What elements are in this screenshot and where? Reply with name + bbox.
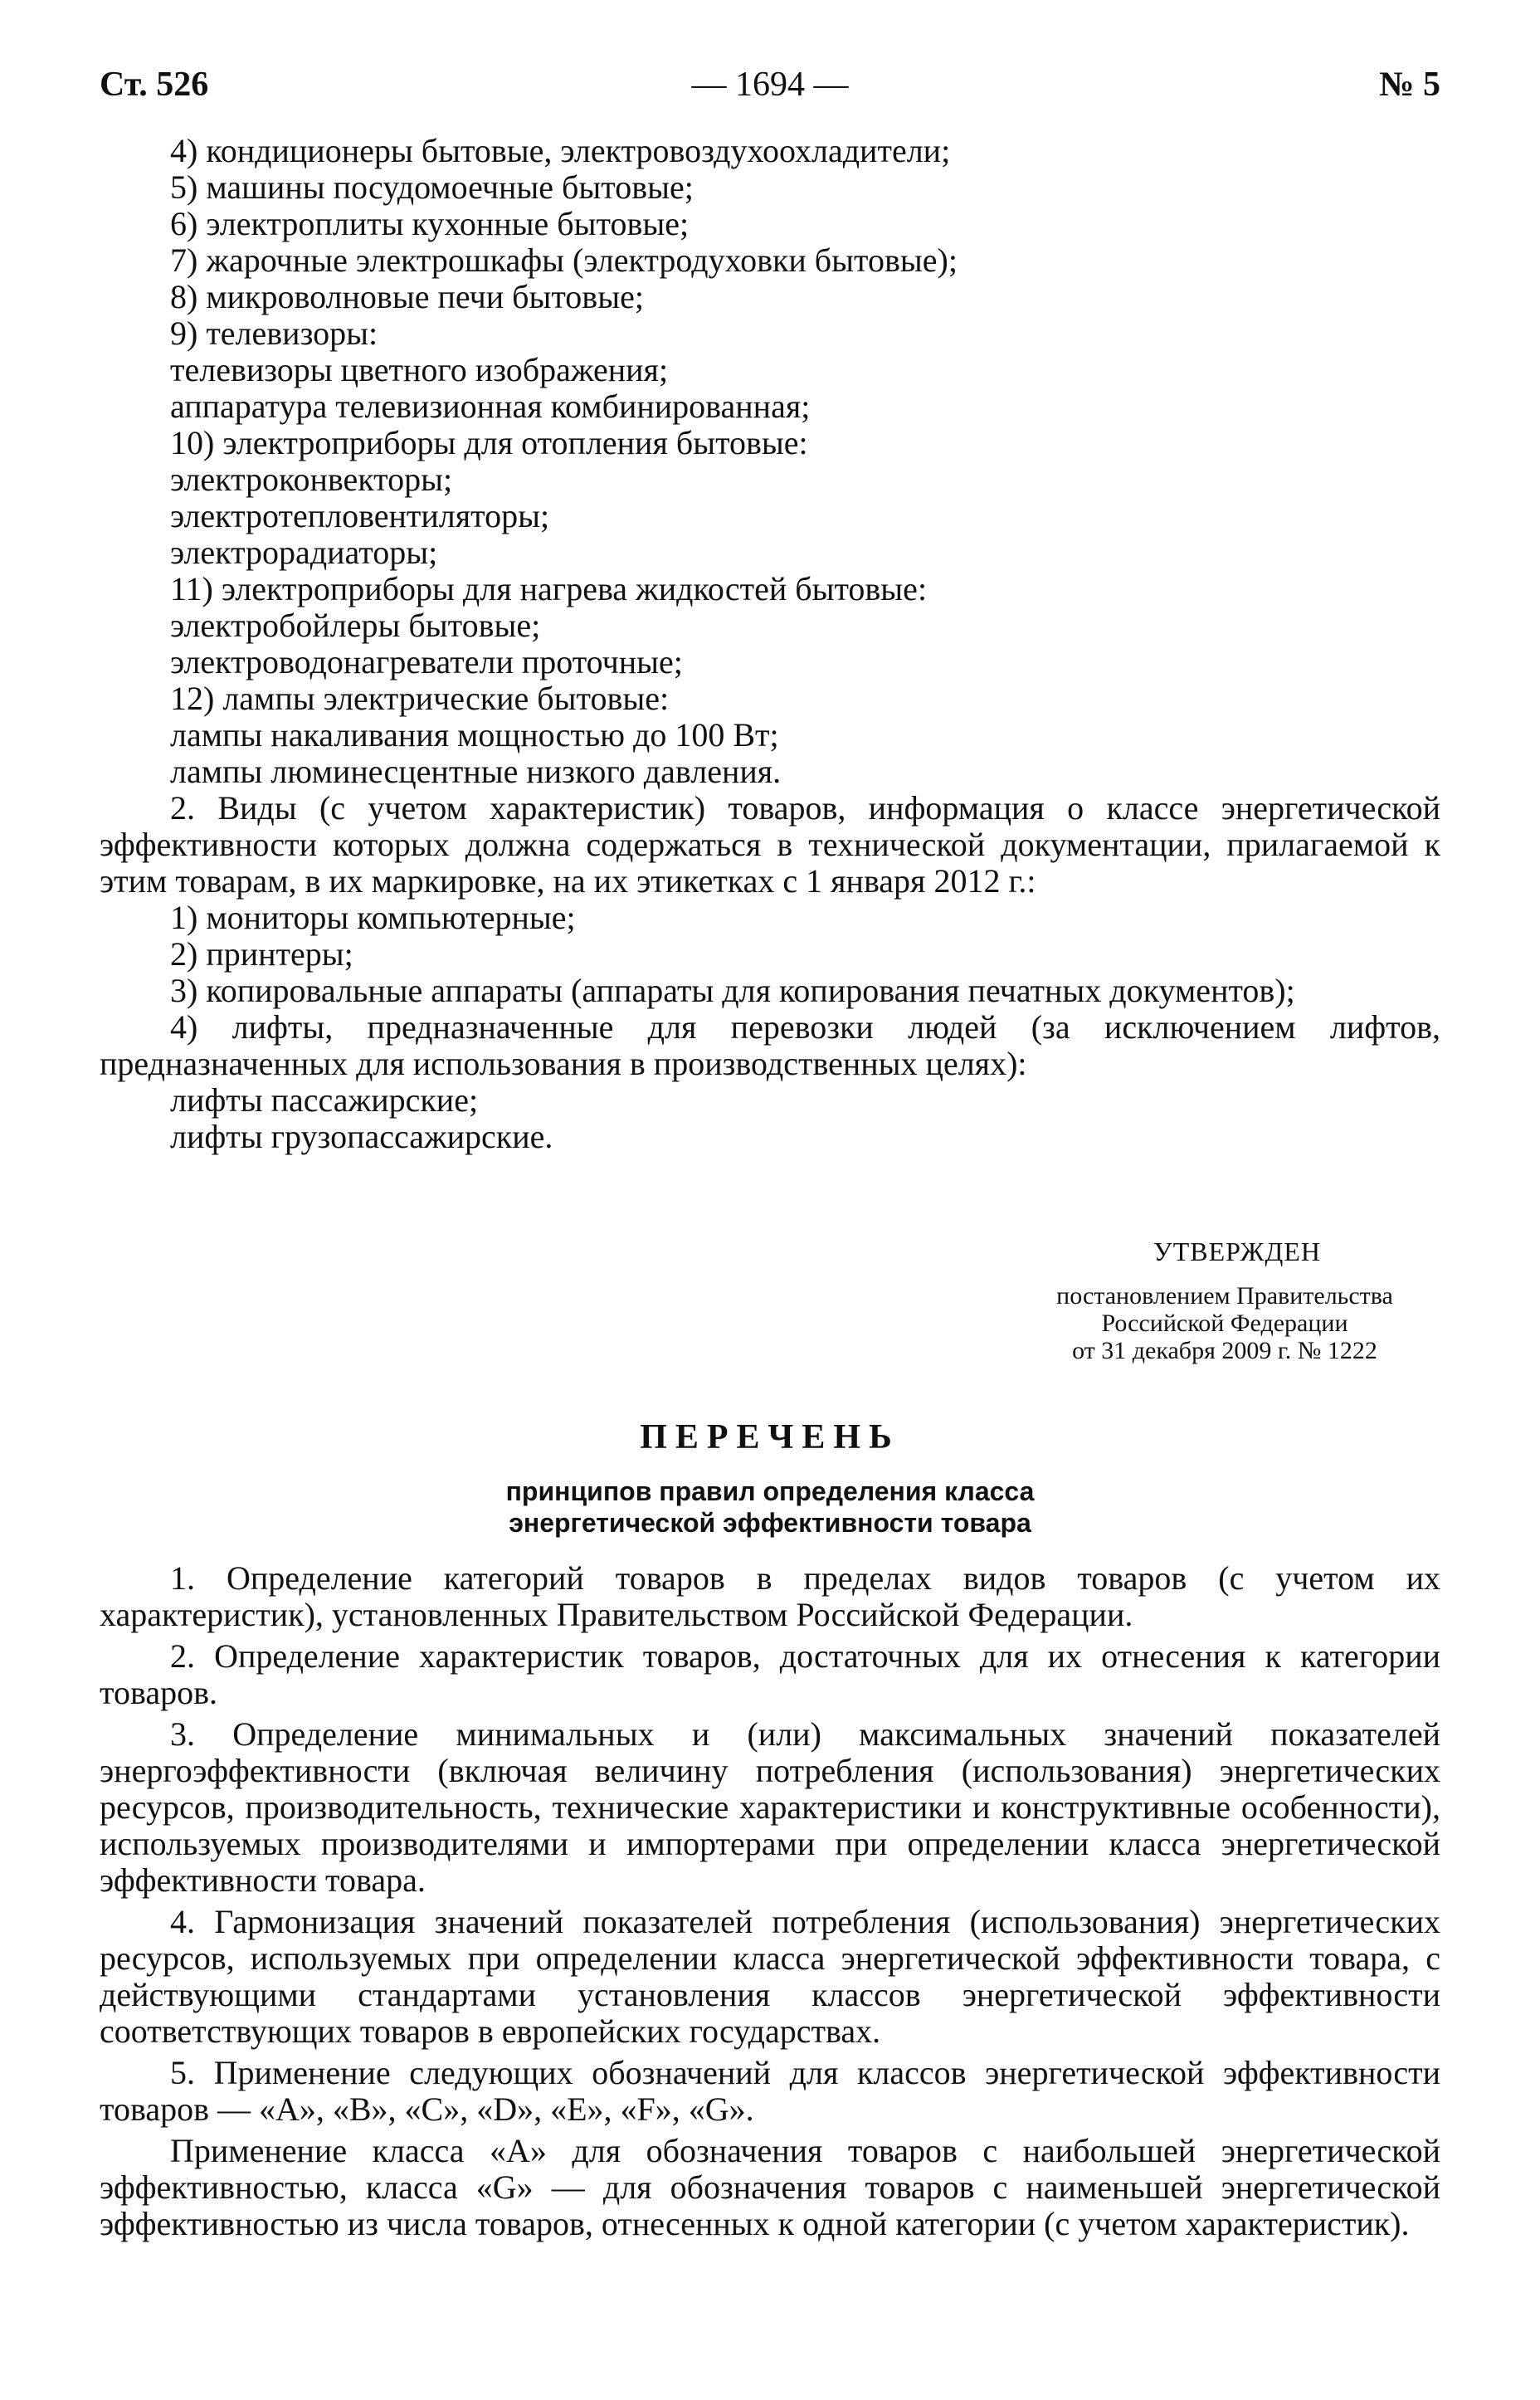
page-number: — 1694 — — [691, 66, 849, 104]
approval-line: постановлением Правительства — [1056, 1282, 1393, 1310]
approval-block — [1009, 1237, 1440, 1364]
list-item: 2) принтеры; — [170, 935, 353, 973]
page-header — [100, 65, 1440, 115]
subtitle-line: принципов правил определения класса — [505, 1476, 1035, 1506]
list-item: телевизоры цветного изображения; — [170, 351, 669, 388]
principle-item: 4. Гармонизация значений показателей потребления (использования) энергетических ресурсов, используемых при определении класса энергетической эффективности товара, с действующими стандартами установления классов энергетической эффективности соответствующих товаров в европейских государствах. — [100, 1903, 1440, 2050]
principles-list — [100, 1560, 1440, 2247]
section-2-intro: 2. Виды (с учетом характеристик) товаров, информация о классе энергетической эффективности которых должна содержаться в технической документации, прилагаемой к этим товарам, в их маркировке, на их этикетках с 1 января 2012 г.: — [100, 789, 1440, 900]
list-item: 12) лампы электрические бытовые: — [170, 680, 670, 717]
principle-item: Применение класса «A» для обозначения товаров с наибольшей энергетической эффективностью, класса «G» — для обозначения товаров с наименьшей энергетической эффективностью из числа товаров, отнесенных к одной категории (с учетом характеристик). — [100, 2132, 1440, 2242]
list-item: 3) копировальные аппараты (аппараты для копирования печатных документов); — [170, 972, 1295, 1009]
issue-number: № 5 — [1379, 66, 1440, 104]
list-item: 10) электроприборы для отопления бытовые: — [170, 424, 808, 461]
list-item: лампы накаливания мощностью до 100 Вт; — [170, 716, 779, 754]
section-household-appliances — [100, 133, 1440, 1155]
list-item: лампы люминесцентные низкого давления. — [170, 753, 782, 790]
list-item: электроконвекторы; — [170, 461, 453, 498]
list-item: 5) машины посудомоечные бытовые; — [170, 168, 694, 206]
list-item: 11) электроприборы для нагрева жидкостей бытовые: — [170, 570, 928, 607]
approval-line: от 31 декабря 2009 г. № 1222 — [1072, 1337, 1377, 1364]
list-item: 4) кондиционеры бытовые, электровоздухоохладители; — [170, 132, 951, 169]
list-item: 1) мониторы компьютерные; — [170, 899, 576, 936]
list-item-elevators: 4) лифты, предназначенные для перевозки людей (за исключением лифтов, предназначенных для использования в производственных целях): — [100, 1008, 1440, 1082]
list-item: электроводонагреватели проточные; — [170, 643, 683, 680]
list-item: лифты грузопассажирские. — [170, 1118, 553, 1155]
list-item: 9) телевизоры: — [170, 315, 378, 352]
principle-item: 2. Определение характеристик товаров, достаточных для их отнесения к категории товаров. — [100, 1637, 1440, 1711]
list-item: электробойлеры бытовые; — [170, 607, 541, 644]
approval-details — [1009, 1282, 1440, 1364]
list-item: аппаратура телевизионная комбинированная; — [170, 388, 811, 425]
subtitle-line: энергетической эффективности товара — [509, 1508, 1031, 1538]
approval-line: Российской Федерации — [1101, 1310, 1348, 1337]
list-item: электрорадиаторы; — [170, 534, 438, 571]
article-number: Ст. 526 — [100, 66, 209, 104]
list-item: лифты пассажирские; — [170, 1081, 479, 1119]
principle-item: 5. Применение следующих обозначений для классов энергетической эффективности товаров — «A», «B», «C», «D», «E», «F», «G». — [100, 2054, 1440, 2128]
document-subtitle — [100, 1476, 1440, 1539]
list-item: 8) микроволновые печи бытовые; — [170, 278, 644, 315]
list-item: электротепловентиляторы; — [170, 497, 550, 534]
document-title: ПЕРЕЧЕНЬ — [640, 1418, 900, 1456]
list-item: 6) электроплиты кухонные бытовые; — [170, 205, 690, 242]
principle-item: 3. Определение минимальных и (или) максимальных значений показателей энергоэффективности (включая величину потребления (использования) энергетических ресурсов, производительность, технические характеристики и конструктивные особенности), используемых производителями и импортерами при определении класса энергетической эффективности товара. — [100, 1715, 1440, 1899]
principle-item: 1. Определение категорий товаров в пределах видов товаров (с учетом их характеристик), установленных Правительством Российской Федерации. — [100, 1559, 1440, 1633]
list-item: 7) жарочные электрошкафы (электродуховки бытовые); — [170, 241, 958, 279]
approval-stamp: УТВЕРЖДЕН — [1153, 1237, 1321, 1266]
